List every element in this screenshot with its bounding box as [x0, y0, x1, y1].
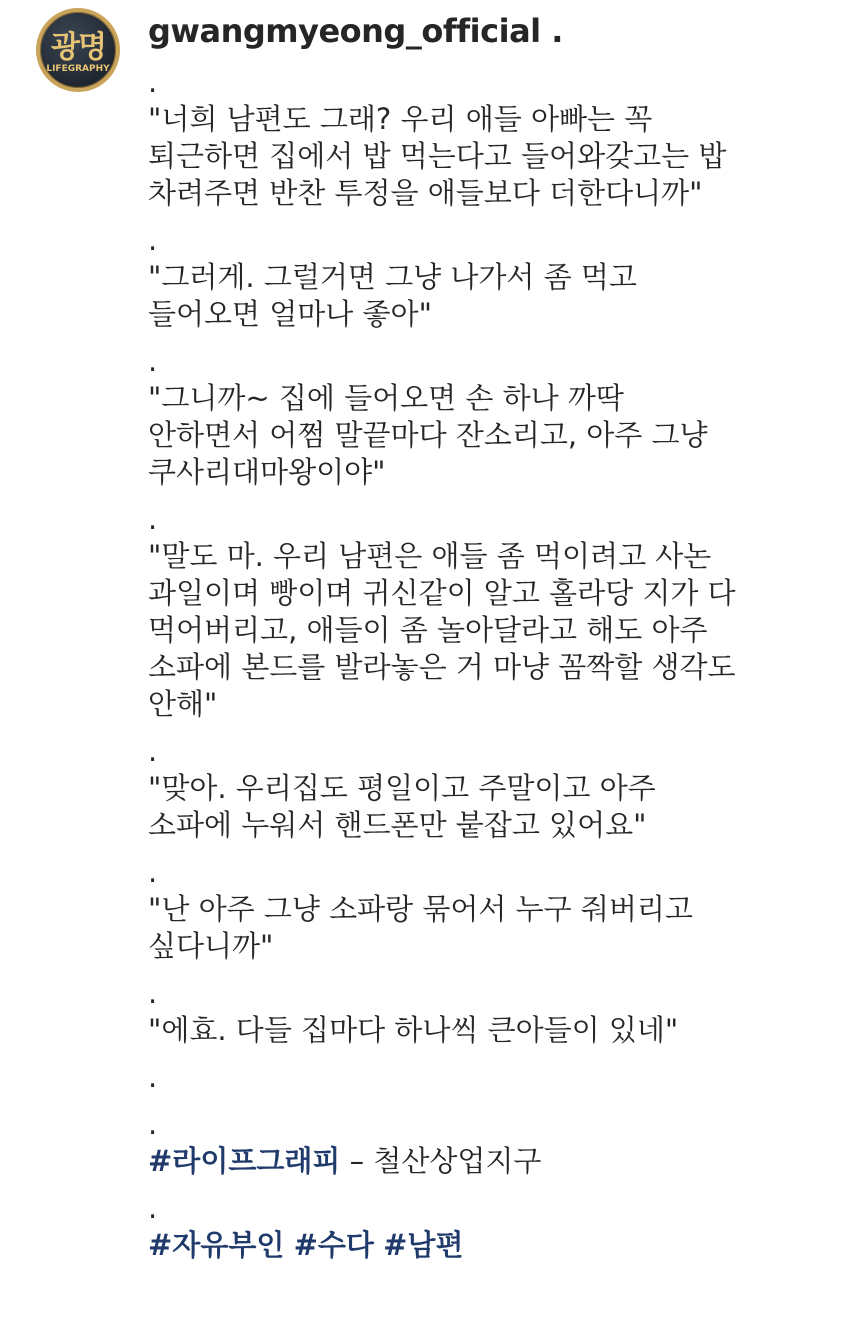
caption-line: "에효. 다들 집마다 하나씩 큰아들이 있네" — [148, 1013, 679, 1047]
caption-line: "너희 남편도 그래? 우리 애들 아빠는 꼭 — [148, 102, 653, 136]
caption-dot: . — [148, 855, 158, 889]
caption-line: 차려주면 반찬 투정을 애들보다 더한다니까" — [148, 176, 703, 210]
caption-dot: . — [148, 223, 158, 257]
hashtag-free-woman[interactable]: #자유부인 — [148, 1228, 285, 1262]
hashtag-line — [148, 1227, 838, 1264]
caption-line: 먹어버리고, 애들이 좀 놀아달라고 해도 아주 — [148, 613, 708, 647]
caption-dot: . — [148, 1107, 158, 1141]
caption-dot: . — [148, 976, 158, 1010]
hashtag-lifegraphy[interactable]: #라이프그래피 — [148, 1144, 341, 1178]
avatar-logo-subtext: LIFEGRAPHY — [46, 64, 110, 74]
location-name: 철산상업지구 — [373, 1144, 542, 1178]
caption-line: 쿠사리대마왕이야" — [148, 455, 386, 489]
location-line — [148, 1143, 838, 1180]
caption-line: "맞아. 우리집도 평일이고 주말이고 아주 — [148, 771, 656, 805]
caption-dot: . — [148, 1060, 158, 1094]
post-caption — [148, 64, 838, 1264]
caption-line: "말도 마. 우리 남편은 애들 좀 먹이려고 사논 — [148, 539, 712, 573]
caption-dot: . — [148, 1191, 158, 1225]
caption-line: "난 아주 그냥 소파랑 묶어서 누구 줘버리고 — [148, 892, 693, 926]
caption-line: 안하면서 어쩜 말끝마다 잔소리고, 아주 그냥 — [148, 418, 708, 452]
caption-line: 안해" — [148, 687, 218, 721]
caption-dot: . — [148, 734, 158, 768]
hashtag-husband[interactable]: #남편 — [383, 1228, 464, 1262]
caption-line: 싶다니까" — [148, 929, 274, 963]
avatar-logo-text: 광명 — [51, 30, 105, 65]
caption-dot: . — [148, 65, 158, 99]
caption-line: 소파에 누워서 핸드폰만 붙잡고 있어요" — [148, 808, 647, 842]
caption-line: "그러게. 그럴거면 그냥 나가서 좀 먹고 — [148, 260, 637, 294]
avatar[interactable] — [36, 8, 120, 92]
caption-line: 들어오면 얼마나 좋아" — [148, 297, 432, 331]
hashtag-chat[interactable]: #수다 — [293, 1228, 374, 1262]
location-separator: – — [340, 1144, 374, 1178]
caption-line: "그니까~ 집에 들어오면 손 하나 까딱 — [148, 381, 624, 415]
caption-line: 과일이며 빵이며 귀신같이 알고 홀라당 지가 다 — [148, 576, 736, 610]
caption-dot: . — [148, 344, 158, 378]
caption-line: 소파에 본드를 발라놓은 거 마냥 꼼짝할 생각도 — [148, 650, 736, 684]
caption-dot: . — [148, 502, 158, 536]
username-link[interactable]: gwangmyeong_official . — [148, 12, 563, 50]
caption-line: 퇴근하면 집에서 밥 먹는다고 들어와갖고는 밥 — [148, 139, 727, 173]
